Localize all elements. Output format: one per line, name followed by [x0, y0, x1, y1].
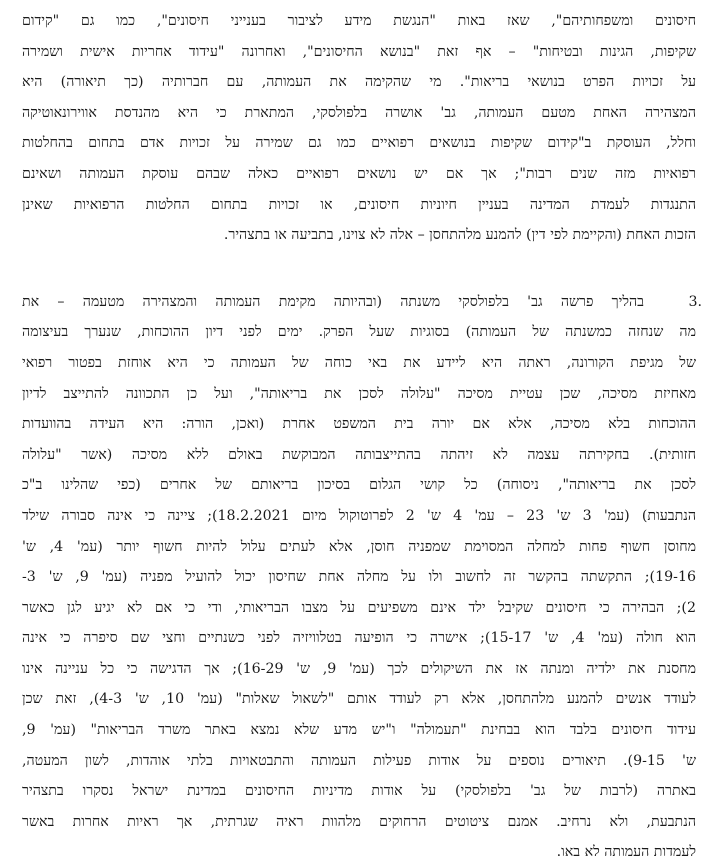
text-line: על זכויות הפרט בנושאי בריאות". מי שהקימה את העמותה, עם חברותיה (כך תיאורה) היא	[22, 74, 696, 91]
text-line: עידוד חיסונים בלבד הוא בבחינת "תעמולה" ו"יש מדע שלא נמצא באתר משרד הבריאות" (עמ' 9,	[22, 722, 696, 739]
text-line: מחסנת את ילדיה ומנתה אז את השיקולים לכך (עמ' 9, ש' 16-29); אך הדגישה כי כל עניינה אינו	[22, 660, 696, 677]
text-line: מאחיזת מסיכה, שכן עטיית מסיכה "עלולה לסכן את בריאותה", ועל כן התכוונה להתייצב לדיון	[22, 385, 696, 402]
text-line: וחלל, העוסקת ב"קידום שקיפות בנושאים רפואיים כמו גם שמירה על זכויות אדם בתחום בהחלטות	[22, 135, 696, 152]
text-line: רפואיות מזה שנים רבות"; אך אם יש נושאים רפואיים כאלה שבהם עוסקת העמותה ושאינם	[22, 165, 696, 182]
paragraph-number: 3.	[688, 293, 702, 310]
paragraph-3	[22, 287, 702, 868]
text-line: 19-16); התקשתה בהקשר זה לחשוב ולו על מחלה אחת שחיסון יכול להועיל מפניה (עמ' 9, ש' 3-	[22, 569, 696, 586]
text-line: לעמדות העמותה לא באו.	[556, 844, 696, 861]
text-line: לעודד אנשים להמנע מלהתחסן, אלא רק לעודד אותם "לשאול שאלות" (עמ' 10, ש' 4-3), זאת שכן	[22, 691, 696, 708]
text-line: ש' 9-15). תיאורים נוספים על אודות פעילות העמותה והתבטאויות בלתי אוהדות, לשון המעטה,	[22, 752, 696, 769]
text-line: חיסונים ומשפחותיהם", שאז באות "הנגשת מידע לציבור בענייני חיסונים", כמו גם "קידום	[22, 13, 696, 29]
text-line: ההוכחות בלא מסיכה, אלא אם יורה בית המשפט אחרת (ואכן, הורה: היא העידה בהוועדות	[22, 416, 696, 433]
text-line: מה שנחזה כמשנתה של העמותה) בסוגיות שעל הפרק. ימים לפני דיון ההוכחות, שנערך בעיצומה	[22, 324, 696, 341]
text-line: חזותית). בחקירתה עצמה לא זיהתה בהתייצבותה המבוקשת באולם ללא מסיכה (אשר "עלולה	[22, 446, 696, 463]
text-line: לסכן את בריאותה", ניסוחה) כל קושי הגלום בסיכון בריאותם של אחרים (כפי שהלינו ב"כ	[22, 477, 696, 494]
text-line: הזכות האחת (והקיימת לפי דין) להמנע מלהתחסן – אלה לא צוינו, בתביעה או בתצהיר.	[223, 227, 696, 244]
text-line: התנגדות לעמדת המדינה בעניין חיוניות חיסונים, או זכויות בתחום החלטות הרפואיות שאינן	[22, 196, 696, 213]
paragraph-top	[22, 6, 696, 251]
text-line: שקיפות, הגינות ובטיחות" – אף זאת "בנושא החיסונים", ואחרונה "עידוד אחריות אישית ושמירה	[22, 43, 696, 60]
text-line: בהליך פרשה גב' בלפולסקי משנתה (ובהיותה מקימת העמותה והמצהירה מטעמה – את	[22, 293, 644, 310]
text-line: 2); הבהירה כי חיסונים שקיבל ילד אינם משפיעים על מצבו הבריאותי, ודי כי אם לא יגיע לגן כאשר	[22, 599, 696, 616]
text-line: המצהירה האחת מטעם העמותה, גב' אושרה בלפולסקי, המתארת כי היא מהנדסת אווירונאוטיקה	[22, 104, 696, 121]
text-line: הוא חולה (עמ' 4, ש' 15-17); אישרה כי הופיעה בטלוויזיה לפני כשנתיים וחצי שם סיפרה כי אינה	[22, 630, 696, 647]
text-line: הנתבעות) (עמ' 3 ש' 23 – עמ' 4 ש' 2 לפרוטוקול מיום 18.2.2021); ציינה כי אינה סבורה שילד	[22, 507, 696, 524]
paragraph-gap	[22, 251, 696, 287]
text-line: של מגיפת הקורונה, ראתה היא ליידע את באי כוחה של העמותה כי היא אוחזת בפטור רפואי	[22, 354, 696, 371]
text-line: באתרה (לרבות של גב' בלפולסקי) על אודות מדיניות החיסונים במדינת ישראל נסקרו בתצהיר	[22, 783, 696, 800]
text-line: הנתבעת, ולא נרחיב. אמנם ציטוטים הרחוקים מלהוות ראיה שגרתית, אך ראיות אחרות באשר	[22, 813, 696, 830]
text-line: מחוסן חשוף פחות למחלה המסוימת שמפניה חוסן, אלא לעתים עלול להיות חשוף יותר (עמ' 4, ש'	[22, 538, 696, 555]
